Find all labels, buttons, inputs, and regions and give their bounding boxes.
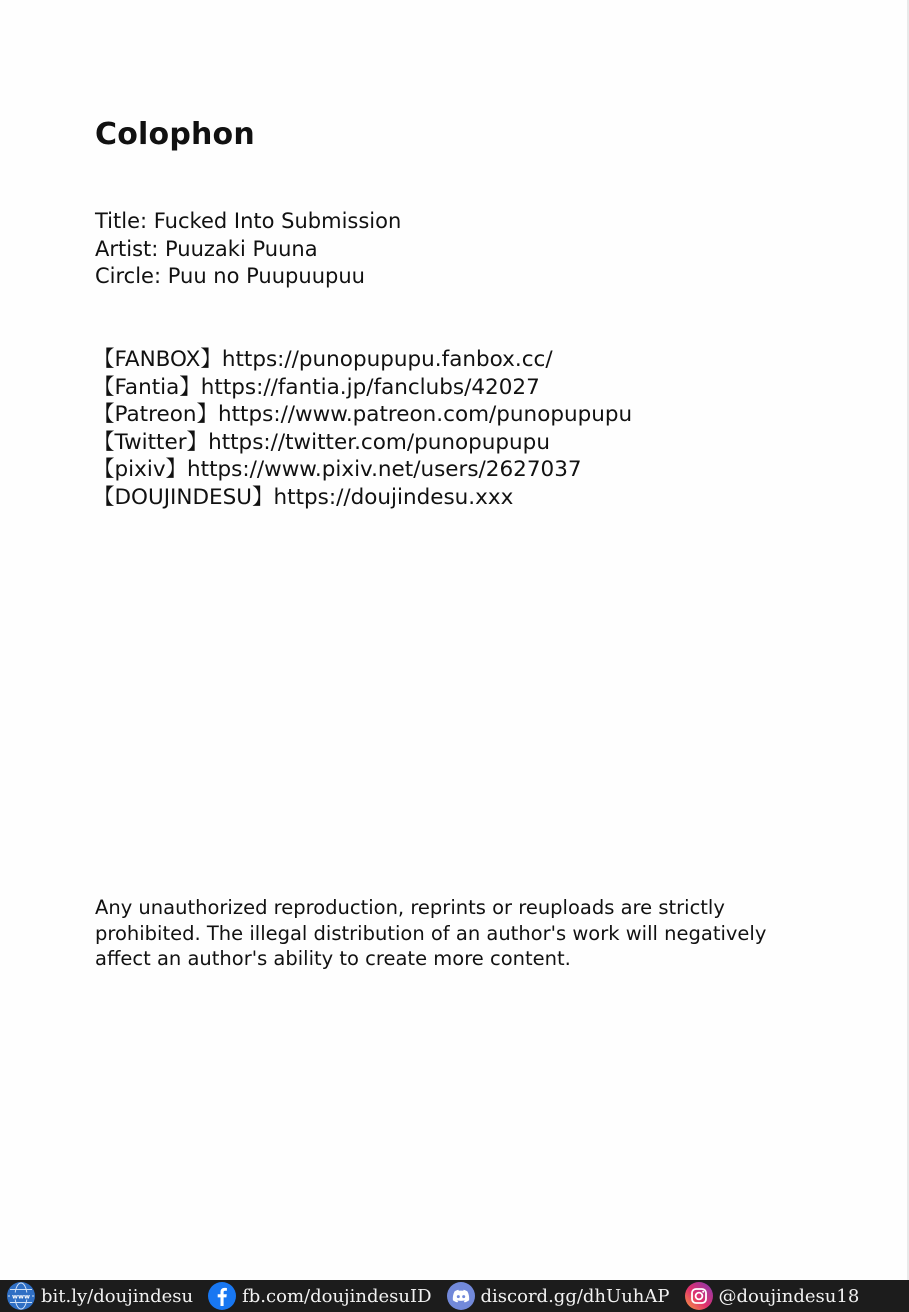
link-url[interactable]: https://www.patreon.com/punopupupu <box>217 402 633 428</box>
link-row-patreon <box>93 401 632 429</box>
footer-instagram-text: @doujindesu18 <box>718 1285 860 1307</box>
copyright-notice: Any unauthorized reproduction, reprints or reuploads are strictly prohibited. The illegal distribution of an author's work will negatively affect an author's ability to create more content. <box>95 896 767 970</box>
link-url[interactable]: https://doujindesu.xxx <box>273 484 514 510</box>
link-row-twitter <box>93 429 632 457</box>
watermark-footer-bar <box>0 1280 909 1312</box>
title-line: Title: Fucked Into Submission <box>95 209 402 233</box>
link-tag: 【DOUJINDESU】 <box>93 484 274 510</box>
link-row-doujindesu <box>93 484 632 512</box>
link-url[interactable]: https://www.pixiv.net/users/2627037 <box>187 457 582 483</box>
www-globe-icon <box>6 1281 36 1311</box>
link-tag: 【Fantia】 <box>93 374 201 400</box>
link-tag: 【Patreon】 <box>93 402 218 428</box>
instagram-icon <box>684 1281 714 1311</box>
link-row-fantia <box>93 374 632 402</box>
footer-discord-text: discord.gg/dhUuhAP <box>480 1285 670 1307</box>
footer-item-instagram[interactable] <box>684 1281 860 1311</box>
link-url[interactable]: https://punopupupu.fanbox.cc/ <box>221 347 553 372</box>
circle-line: Circle: Puu no Puupuupuu <box>95 264 365 288</box>
link-row-pixiv <box>93 456 632 484</box>
link-url[interactable]: https://fantia.jp/fanclubs/42027 <box>200 374 540 400</box>
footer-item-facebook[interactable] <box>207 1281 431 1311</box>
svg-text:www: www <box>11 1292 31 1301</box>
facebook-icon <box>207 1281 237 1311</box>
link-tag: 【FANBOX】 <box>93 347 222 372</box>
footer-website-text: bit.ly/doujindesu <box>41 1285 194 1307</box>
discord-icon <box>446 1281 476 1311</box>
link-tag: 【Twitter】 <box>93 429 209 455</box>
page-heading: Colophon <box>95 117 255 152</box>
footer-item-discord[interactable] <box>446 1281 670 1311</box>
work-info <box>95 208 401 291</box>
footer-facebook-text: fb.com/doujindesuID <box>242 1285 432 1307</box>
link-url[interactable]: https://twitter.com/punopupupu <box>208 429 550 455</box>
footer-item-website[interactable] <box>6 1281 193 1311</box>
link-tag: 【pixiv】 <box>93 457 188 483</box>
link-row-fanbox <box>93 346 632 374</box>
artist-links <box>93 346 632 512</box>
artist-line: Artist: Puuzaki Puuna <box>95 236 318 261</box>
